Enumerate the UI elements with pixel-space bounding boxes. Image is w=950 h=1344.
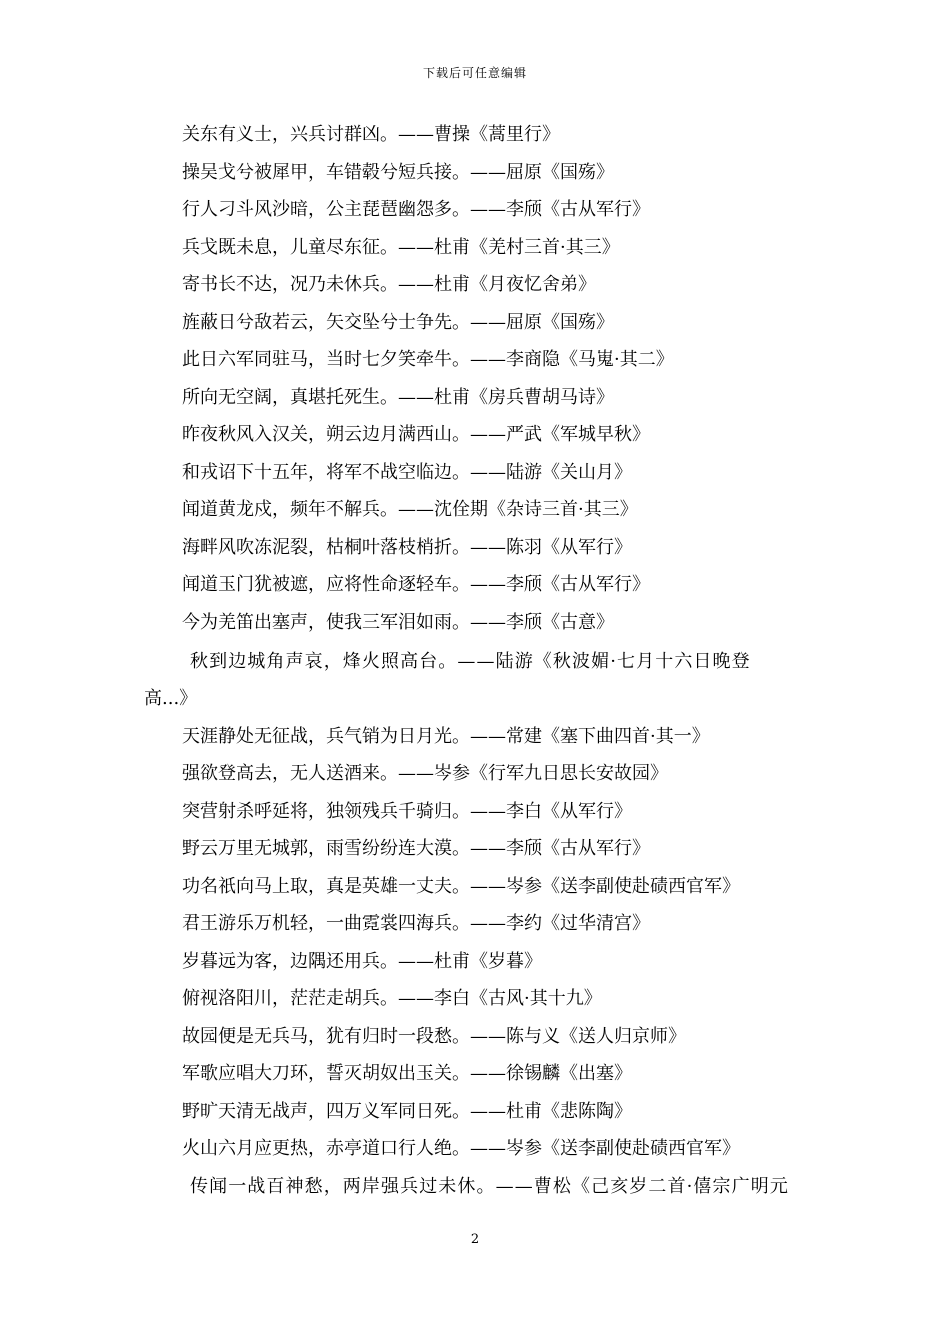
poem-line: 军歌应唱大刀环，誓灭胡奴出玉关。——徐锡麟《出塞》 xyxy=(182,1063,632,1084)
poem-line: 野云万里无城郭，雨雪纷纷连大漠。——李颀《古从军行》 xyxy=(182,838,650,859)
poem-line: 火山六月应更热，赤亭道口行人绝。——岑参《送李副使赴碛西官军》 xyxy=(182,1138,740,1159)
poem-line: 故园便是无兵马，犹有归时一段愁。——陈与义《送人归京师》 xyxy=(182,1025,686,1047)
poem-line: 岁暮远为客，边隅还用兵。——杜甫《岁暮》 xyxy=(182,950,542,972)
poem-line: 强欲登高去，无人送酒来。——岑参《行军九日思长安故园》 xyxy=(182,763,668,784)
poem-line: 寄书长不达，况乃未休兵。——杜甫《月夜忆舍弟》 xyxy=(182,274,596,295)
page-header: 下载后可任意编辑 xyxy=(422,66,527,80)
poem-line: 闻道玉门犹被遮，应将性命逐轻车。——李颀《古从军行》 xyxy=(182,574,650,595)
poem-line: 海畔风吹冻泥裂，枯桐叶落枝梢折。——陈羽《从军行》 xyxy=(182,536,632,558)
poem-line: 野旷天清无战声，四万义军同日死。——杜甫《悲陈陶》 xyxy=(182,1100,632,1122)
poem-line: 功名祇向马上取，真是英雄一丈夫。——岑参《送李副使赴碛西官军》 xyxy=(182,875,740,897)
poem-line: 君王游乐万机轻，一曲霓裳四海兵。——李约《过华清宫》 xyxy=(182,913,650,934)
poem-line: 昨夜秋风入汉关，朔云边月满西山。——严武《军城早秋》 xyxy=(182,424,650,445)
poem-line: 兵戈既未息，儿童尽东征。——杜甫《羌村三首·其三》 xyxy=(182,236,620,258)
poem-line: 关东有义士，兴兵讨群凶。——曹操《蒿里行》 xyxy=(182,124,560,145)
poem-line: 天涯静处无征战，兵气销为日月光。——常建《塞下曲四首·其一》 xyxy=(182,725,710,747)
poem-line: 闻道黄龙戍，频年不解兵。——沈佺期《杂诗三首·其三》 xyxy=(182,499,638,520)
poem-line: 操吴戈兮被犀甲，车错毂兮短兵接。——屈原《国殇》 xyxy=(182,161,614,183)
poem-line: 所向无空阔，真堪托死生。——杜甫《房兵曹胡马诗》 xyxy=(182,386,614,408)
page-number: 2 xyxy=(470,1232,480,1247)
poem-line: 和戎诏下十五年，将军不战空临边。——陆游《关山月》 xyxy=(182,461,632,483)
poem-line: 俯视洛阳川，茫茫走胡兵。——李白《古风·其十九》 xyxy=(182,988,602,1009)
poem-line: 今为羌笛出塞声，使我三军泪如雨。——李颀《古意》 xyxy=(182,611,614,633)
poem-line-continuation: 高...》 xyxy=(144,688,198,709)
poem-line: 突营射杀呼延将，独领残兵千骑归。——李白《从军行》 xyxy=(182,800,632,822)
poem-line: 此日六军同驻马，当时七夕笑牵牛。——李商隐《马嵬·其二》 xyxy=(182,349,674,370)
poem-line: 传闻一战百神愁，两岸强兵过未休。——曹松《己亥岁二首·僖宗广明元 xyxy=(190,1176,789,1197)
poem-line: 旌蔽日兮敌若云，矢交坠兮士争先。——屈原《国殇》 xyxy=(182,311,614,333)
poem-line: 秋到边城角声哀，烽火照高台。——陆游《秋波媚·七月十六日晚登 xyxy=(190,651,751,672)
poem-line: 行人刁斗风沙暗，公主琵琶幽怨多。——李颀《古从军行》 xyxy=(182,199,650,220)
